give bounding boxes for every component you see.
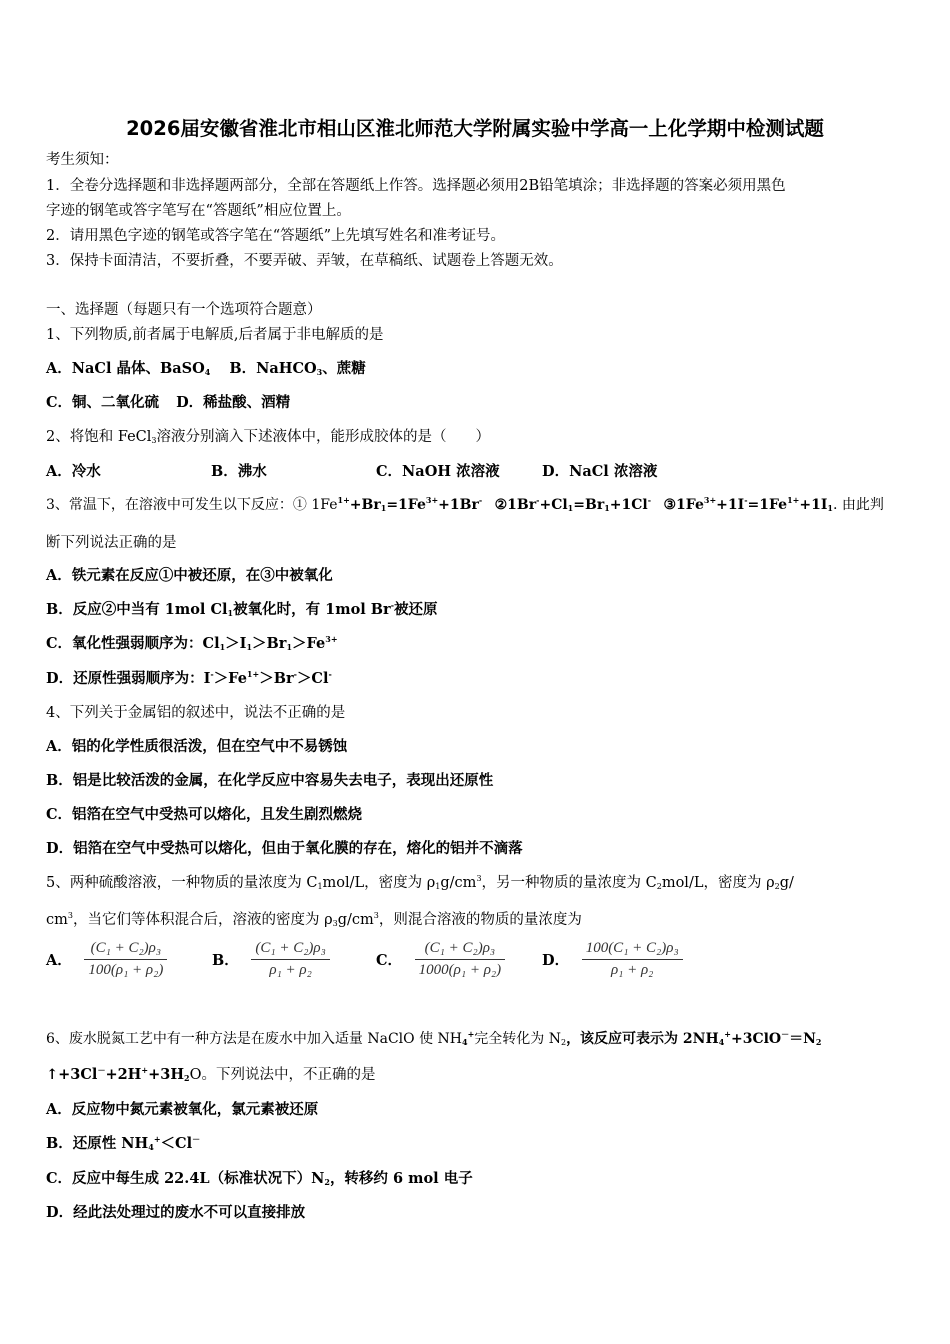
q4-stem: 4、下列关于金属铝的叙述中，说法不正确的是 bbox=[46, 705, 346, 721]
q2-option-d[interactable]: D．NaCl 浓溶液 bbox=[542, 463, 658, 480]
q1-option-d[interactable]: D．稀盐酸、酒精 bbox=[176, 394, 291, 411]
q4-option-c[interactable]: C．铝箔在空气中受热可以熔化，且发生剧烈燃烧 bbox=[46, 806, 363, 823]
q5-option-c-label: C． bbox=[376, 952, 403, 969]
q5-stem: 5、两种硫酸溶液，一种物质的量浓度为 $C_1mol/L$，密度为 $\rho_1g/cm^3$，另一种物质的量浓度为 $C_2mol/L$，密度为 $\rho_2g/$ bbox=[46, 874, 794, 891]
q1-option-c[interactable]: C．铜、二氧化硫 bbox=[46, 394, 160, 411]
notice-item-1-cont: 字迹的钢笔或答字笔写在“答题纸”相应位置上。 bbox=[46, 203, 351, 219]
q4-option-a[interactable]: A．铝的化学性质很活泼，但在空气中不易锈蚀 bbox=[46, 738, 348, 755]
q6-option-a[interactable]: A．反应物中氮元素被氧化，氯元素被还原 bbox=[46, 1101, 319, 1118]
q5-option-b[interactable] bbox=[212, 940, 330, 979]
q5-stem-cont: $cm^3$，当它们等体积混合后，溶液的密度为 $\rho_3g/cm^3$，则混合溶液的物质的量浓度为 bbox=[46, 911, 582, 928]
q6-stem-cont: $↑+3Cl^-+2H^++3H_2O$。下列说法中，不正确的是 bbox=[46, 1065, 376, 1083]
section-heading: 一、选择题（每题只有一个选项符合题意） bbox=[46, 302, 322, 318]
q5-option-a[interactable] bbox=[46, 940, 167, 979]
q5-option-c[interactable] bbox=[376, 940, 505, 979]
q2-stem: 2、将饱和 FeCl$_3$溶液分别滴入下述液体中，能形成胶体的是（ ） bbox=[46, 429, 491, 445]
notice-heading: 考生须知： bbox=[46, 152, 119, 168]
notice-item-2: 2．请用黑色字迹的钢笔或答字笔在“答题纸”上先填写姓名和准考证号。 bbox=[46, 228, 506, 244]
q3-option-b[interactable]: B．反应②中当有 1mol $Cl_1$被氧化时，有 1mol Br-被还原 bbox=[46, 600, 438, 618]
q5-option-d-fraction: $\frac{\text{100(C₁ + C₂)ρ₃}}{\text{ρ₁ + ρ₂}}$ bbox=[582, 940, 683, 979]
q5-option-a-label: A． bbox=[46, 952, 72, 969]
q6-option-b[interactable]: B．还原性 $NH_4^+<Cl^-$ bbox=[46, 1134, 201, 1152]
q4-option-d[interactable]: D．铝箔在空气中受热可以熔化，但由于氧化膜的存在，熔化的铝并不滴落 bbox=[46, 840, 523, 857]
q6-stem: 6、废水脱氮工艺中有一种方法是在废水中加入适量 NaClO 使 $NH_4^+$完全转化为 $N_2$，该反应可表示为 $2NH_4^++3ClO^-=N_2$ bbox=[46, 1029, 822, 1047]
q2-option-c[interactable]: C．NaOH 浓溶液 bbox=[376, 463, 500, 480]
q1-options-ab bbox=[46, 359, 366, 379]
q6-option-d[interactable]: D．经此法处理过的废水不可以直接排放 bbox=[46, 1204, 306, 1221]
q1-option-a[interactable]: A．NaCl 晶体、BaSO$_4$ bbox=[46, 360, 211, 377]
q3-stem: 3、常温下，在溶液中可发生以下反应：① $1Fe^{1+}+Br_1=1Fe^{3+}+1Br^-$ $②1Br^-+Cl_1=Br_1+1Cl^-$ $③1Fe^{3+}+1I^-=1Fe^{1+}+1I_1$. 由此判 bbox=[46, 495, 884, 513]
q1-stem: 1、下列物质,前者属于电解质,后者属于非电解质的是 bbox=[46, 327, 384, 343]
notice-item-3: 3．保持卡面清洁，不要折叠，不要弄破、弄皱，在草稿纸、试题卷上答题无效。 bbox=[46, 253, 563, 269]
q4-option-b[interactable]: B．铝是比较活泼的金属，在化学反应中容易失去电子，表现出还原性 bbox=[46, 772, 494, 789]
q5-option-d[interactable] bbox=[542, 940, 683, 979]
q5-option-b-fraction: $\frac{\text{(C₁ + C₂)ρ₃}}{\text{ρ₁ + ρ₂}}$ bbox=[251, 940, 329, 979]
q5-option-c-fraction: $\frac{\text{(C₁ + C₂)ρ₃}}{\text{1000(ρ₁ + ρ₂)}}$ bbox=[415, 940, 505, 979]
exam-title: 2026届安徽省淮北市相山区淮北师范大学附属实验中学高一上化学期中检测试题 bbox=[126, 117, 824, 140]
q5-option-b-label: B． bbox=[212, 952, 239, 969]
q2-option-a[interactable]: A．冷水 bbox=[46, 463, 101, 480]
q5-option-a-fraction: $\frac{\text{(C₁ + C₂)ρ₃}}{\text{100(ρ₁ + ρ₂)}}$ bbox=[84, 940, 167, 979]
q3-stem-cont: 断下列说法正确的是 bbox=[46, 535, 177, 551]
q1-option-b[interactable]: B．NaHCO$_3$、蔗糖 bbox=[229, 360, 366, 377]
q1-options-cd bbox=[46, 393, 290, 413]
q2-option-b[interactable]: B．沸水 bbox=[211, 463, 267, 480]
q5-option-d-label: D． bbox=[542, 952, 570, 969]
q3-option-d[interactable]: D．还原性强弱顺序为：$I^->Fe^{1+}>Br^->Cl^-$ bbox=[46, 669, 332, 687]
q3-option-c[interactable]: C．氧化性强弱顺序为：$Cl_1>I_1>Br_1>Fe^{3+}$ bbox=[46, 634, 338, 652]
q3-option-a[interactable]: A．铁元素在反应①中被还原，在③中被氧化 bbox=[46, 567, 333, 584]
notice-item-1: 1．全卷分选择题和非选择题两部分，全部在答题纸上作答。选择题必须用2B铅笔填涂；非选择题的答案必须用黑色 bbox=[46, 178, 786, 194]
q6-option-c[interactable]: C．反应中每生成 22.4L（标准状况下）$N_2$，转移约 6 mol 电子 bbox=[46, 1170, 473, 1187]
